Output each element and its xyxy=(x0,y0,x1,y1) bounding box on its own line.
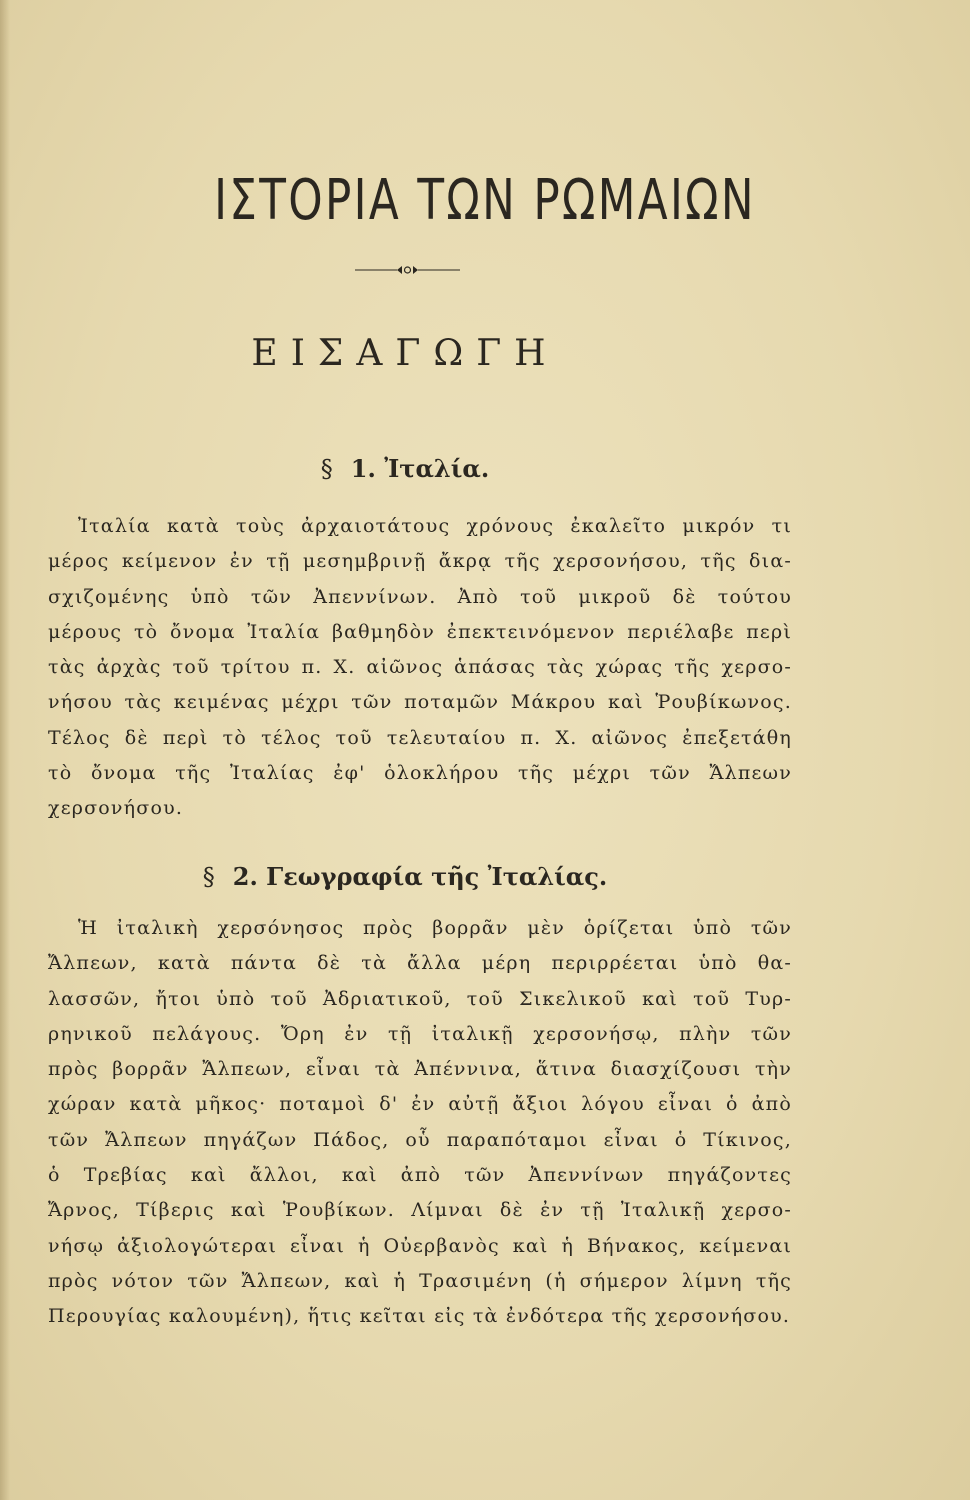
text-line: χερσονήσου. xyxy=(48,797,184,820)
text-line: λασσῶν, ἤτοι ὑπὸ τοῦ Ἀδριατικοῦ, τοῦ Σικελικοῦ καὶ τοῦ Τυρ- xyxy=(48,987,792,1010)
section-heading xyxy=(0,862,810,891)
paragraph xyxy=(48,509,792,827)
text-line: σχιζομένης ὑπὸ τῶν Ἀπεννίνων. Ἀπὸ τοῦ μικροῦ δὲ τούτου xyxy=(48,585,792,608)
text-line: Τέλος δὲ περὶ τὸ τέλος τοῦ τελευταίου π. Χ. αἰῶνος ἐπεξετάθη xyxy=(48,726,792,749)
paragraph xyxy=(48,911,792,1335)
text-line: νήσου τὰς κειμένας μέχρι τῶν ποταμῶν Μάκρου καὶ Ῥουβίκωνος. xyxy=(48,691,792,714)
text-line: νήσῳ ἀξιολογώτεραι εἶναι ἡ Οὐερβανὸς καὶ ἡ Βήνακος, κείμεναι xyxy=(48,1234,792,1257)
text-line: τὰς ἀρχὰς τοῦ τρίτου π. Χ. αἰῶνος ἁπάσας τὰς χώρας τῆς χερσο- xyxy=(48,656,792,679)
text-line: μέρος κείμενον ἐν τῇ μεσημβρινῇ ἄκρᾳ τῆς χερσονήσου, τῆς δια- xyxy=(48,550,792,573)
section-sign: § xyxy=(320,455,333,483)
section-subtitle: ΕΙΣΑΓΩΓΗ xyxy=(251,333,559,374)
section-sign: § xyxy=(202,863,215,891)
page-title: ΙΣΤΟΡΙΑ ΤΩΝ ΡΩΜΑΙΩΝ xyxy=(214,168,756,233)
text-line: τῶν Ἄλπεων πηγάζων Πάδος, οὗ παραπόταμοι εἶναι ὁ Τίκινος, xyxy=(48,1128,792,1151)
text-line: ὁ Τρεβίας καὶ ἄλλοι, καὶ ἀπὸ τῶν Ἀπεννίνων πηγάζοντες xyxy=(48,1164,792,1187)
section-heading-text: 1. Ἰταλία. xyxy=(350,454,490,483)
text-line: Περουγίας καλουμένη), ἥτις κεῖται εἰς τὰ ἐνδότερα τῆς χερσονήσου. xyxy=(48,1305,791,1328)
text-line: Ἄλπεων, κατὰ πάντα δὲ τὰ ἄλλα μέρη περιρρέεται ὑπὸ θα- xyxy=(48,952,792,975)
text-line: τὸ ὄνομα τῆς Ἰταλίας ἐφ' ὁλοκλήρου τῆς μέχρι τῶν Ἄλπεων xyxy=(48,762,792,785)
page-edge xyxy=(0,0,10,1500)
text-line: Ἰταλία κατὰ τοὺς ἀρχαιοτάτους χρόνους ἐκαλεῖτο μικρόν τι xyxy=(78,515,792,537)
text-line: ρηνικοῦ πελάγους. Ὄρη ἐν τῇ ἰταλικῇ χερσονήσῳ, πλὴν τῶν xyxy=(48,1022,792,1045)
text-line: μέρους τὸ ὄνομα Ἰταλία βαθμηδὸν ἐπεκτεινόμενον περιέλαβε περὶ xyxy=(48,620,792,643)
section-heading xyxy=(0,454,810,483)
section-heading-text: 2. Γεωγραφία τῆς Ἰταλίας. xyxy=(232,862,608,891)
text-line: πρὸς νότον τῶν Ἄλπεων, καὶ ἡ Τρασιμένη (ἡ σήμερον λίμνη τῆς xyxy=(48,1269,792,1292)
text-line: Ἡ ἰταλικὴ χερσόνησος πρὸς βορρᾶν μὲν ὁρίζεται ὑπὸ τῶν xyxy=(78,917,792,939)
ornament-divider xyxy=(355,263,460,277)
text-line: Ἄρνος, Τίβερις καὶ Ῥουβίκων. Λίμναι δὲ ἐν τῇ Ἰταλικῇ χερσο- xyxy=(48,1199,792,1222)
text-line: πρὸς βορρᾶν Ἄλπεων, εἶναι τὰ Ἀπέννινα, ἅτινα διασχίζουσι τὴν xyxy=(48,1058,792,1081)
text-line: χώραν κατὰ μῆκος· ποταμοὶ δ' ἐν αὐτῇ ἄξιοι λόγου εἶναι ὁ ἀπὸ xyxy=(48,1093,792,1116)
